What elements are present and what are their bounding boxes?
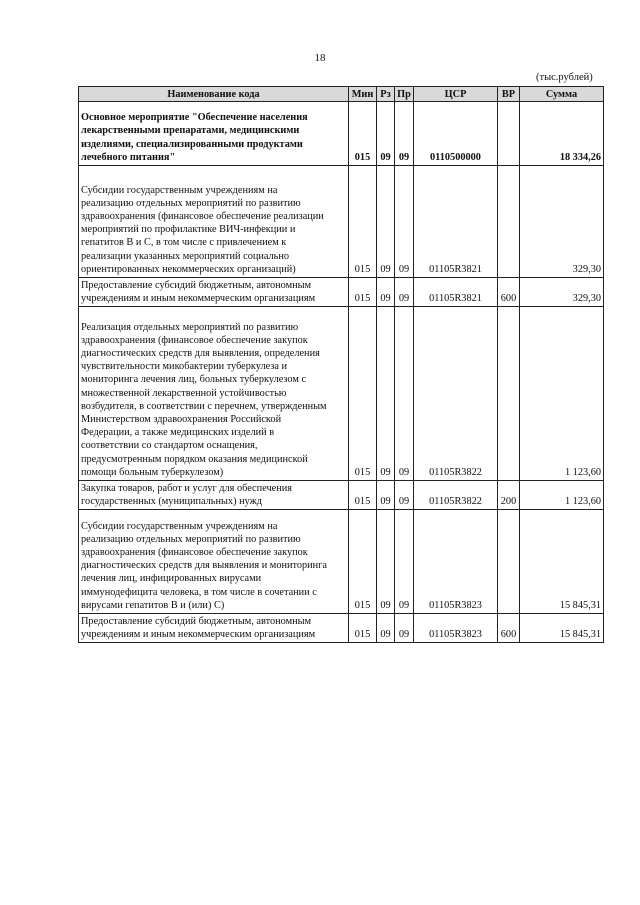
row-name: Субсидии государственным учреждениям на реализацию отдельных мероприятий по развитию здравоохранения (финансовое обеспечение реализации мероприятий по профилактике ВИЧ-инфекции и гепатитов В и С, в том числе с привлечением к реализации указанных мероприятий социально ориентированных некоммерческих организаций)	[79, 166, 349, 278]
row-csr: 01105R3823	[414, 614, 498, 643]
row-rz: 09	[377, 307, 395, 481]
row-min: 015	[349, 307, 377, 481]
header-sum: Сумма	[520, 87, 604, 102]
row-vr: 200	[498, 481, 520, 510]
row-pr: 09	[395, 278, 414, 307]
table-row	[79, 307, 604, 481]
row-pr: 09	[395, 102, 414, 166]
row-min: 015	[349, 102, 377, 166]
row-min: 015	[349, 278, 377, 307]
table-row	[79, 102, 604, 166]
row-min: 015	[349, 614, 377, 643]
row-vr	[498, 166, 520, 278]
header-min: Мин	[349, 87, 377, 102]
row-sum: 15 845,31	[520, 614, 604, 643]
row-name: Реализация отдельных мероприятий по развитию здравоохранения (финансовое обеспечение закупок диагностических средств для выявления, определения чувствительности микобактерии туберкулеза и мониторинга лечения лиц, больных туберкулезом с множественной лекарственной устойчивостью возбудителя, в соответствии с перечнем, утвержденным Министерством здравоохранения Российской Федерации, а также медицинских изделий в соответствии со стандартом оснащения, предусмотренным порядком оказания медицинской помощи больным туберкулезом)	[79, 307, 349, 481]
row-pr: 09	[395, 481, 414, 510]
header-rz: Рз	[377, 87, 395, 102]
header-name: Наименование кода	[79, 87, 349, 102]
row-name: Предоставление субсидий бюджетным, автономным учреждениям и иным некоммерческим организациям	[79, 278, 349, 307]
table-row	[79, 278, 604, 307]
row-rz: 09	[377, 614, 395, 643]
row-sum: 15 845,31	[520, 510, 604, 614]
row-name: Предоставление субсидий бюджетным, автономным учреждениям и иным некоммерческим организациям	[79, 614, 349, 643]
budget-table	[78, 86, 604, 643]
row-csr: 01105R3823	[414, 510, 498, 614]
row-pr: 09	[395, 166, 414, 278]
row-csr: 01105R3821	[414, 166, 498, 278]
row-rz: 09	[377, 102, 395, 166]
table-row	[79, 614, 604, 643]
header-vr: ВР	[498, 87, 520, 102]
row-vr: 600	[498, 278, 520, 307]
row-csr: 01105R3821	[414, 278, 498, 307]
table-row	[79, 481, 604, 510]
header-pr: Пр	[395, 87, 414, 102]
row-sum: 1 123,60	[520, 481, 604, 510]
row-rz: 09	[377, 481, 395, 510]
row-name: Основное мероприятие "Обеспечение населения лекарственными препаратами, медицинскими изделиями, специализированными продуктами лечебного питания"	[79, 102, 349, 166]
row-name: Субсидии государственным учреждениям на реализацию отдельных мероприятий по развитию здравоохранения (финансовое обеспечение закупок диагностических средств для выявления и мониторинга лечения лиц, инфицированных вирусами иммунодефицита человека, в том числе в сочетании с вирусами гепатитов В и (или) С)	[79, 510, 349, 614]
row-min: 015	[349, 510, 377, 614]
row-sum: 329,30	[520, 278, 604, 307]
row-pr: 09	[395, 510, 414, 614]
table-row	[79, 166, 604, 278]
row-sum: 1 123,60	[520, 307, 604, 481]
row-csr: 0110500000	[414, 102, 498, 166]
row-pr: 09	[395, 614, 414, 643]
page-number: 18	[314, 52, 326, 64]
row-csr: 01105R3822	[414, 481, 498, 510]
row-vr	[498, 510, 520, 614]
row-min: 015	[349, 166, 377, 278]
row-sum: 18 334,26	[520, 102, 604, 166]
row-sum: 329,30	[520, 166, 604, 278]
table-header-row	[79, 87, 604, 102]
row-vr: 600	[498, 614, 520, 643]
row-vr	[498, 307, 520, 481]
row-min: 015	[349, 481, 377, 510]
row-rz: 09	[377, 166, 395, 278]
row-rz: 09	[377, 278, 395, 307]
row-rz: 09	[377, 510, 395, 614]
table-row	[79, 510, 604, 614]
row-name: Закупка товаров, работ и услуг для обеспечения государственных (муниципальных) нужд	[79, 481, 349, 510]
row-vr	[498, 102, 520, 166]
units-label: (тыс.рублей)	[536, 72, 593, 83]
row-pr: 09	[395, 307, 414, 481]
header-csr: ЦСР	[414, 87, 498, 102]
row-csr: 01105R3822	[414, 307, 498, 481]
